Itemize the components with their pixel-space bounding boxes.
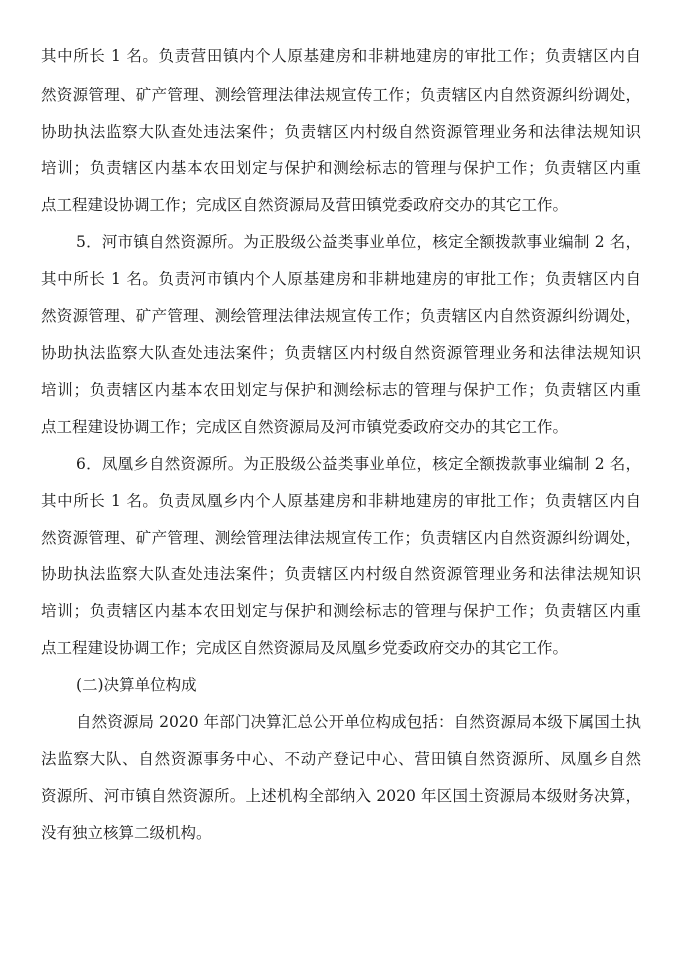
text-line: 没有独立核算二级机构。 (41, 824, 212, 842)
text-line: 培训；负责辖区内基本农田划定与保护和测绘标志的管理与保护工作；负责辖区内重 (41, 159, 641, 177)
text-line: 培训；负责辖区内基本农田划定与保护和测绘标志的管理与保护工作；负责辖区内重 (41, 381, 641, 399)
text-line: 其中所长 1 名。负责营田镇内个人原基建房和非耕地建房的审批工作；负责辖区内自 (41, 47, 641, 65)
text-line: 其中所长 1 名。负责凤凰乡内个人原基建房和非耕地建房的审批工作；负责辖区内自 (41, 492, 641, 510)
text-line: 资源所、河市镇自然资源所。上述机构全部纳入 2020 年区国土资源局本级财务决算， (41, 787, 641, 805)
text-line: 协助执法监察大队查处违法案件；负责辖区内村级自然资源管理业务和法律法规知识 (41, 344, 641, 362)
text-line: 5．河市镇自然资源所。为正股级公益类事业单位，核定全额拨款事业编制 2 名， (76, 233, 641, 251)
text-line: 协助执法监察大队查处违法案件；负责辖区内村级自然资源管理业务和法律法规知识 (41, 123, 641, 141)
text-line: 协助执法监察大队查处违法案件；负责辖区内村级自然资源管理业务和法律法规知识 (41, 565, 641, 583)
text-line: 然资源管理、矿产管理、测绘管理法律法规宣传工作；负责辖区内自然资源纠纷调处， (41, 529, 641, 547)
text-line: 自然资源局 2020 年部门决算汇总公开单位构成包括：自然资源局本级下属国土执 (76, 713, 641, 731)
text-line: 然资源管理、矿产管理、测绘管理法律法规宣传工作；负责辖区内自然资源纠纷调处， (41, 86, 641, 104)
text-line: 法监察大队、自然资源事务中心、不动产登记中心、营田镇自然资源所、凤凰乡自然 (41, 750, 641, 768)
text-line: 然资源管理、矿产管理、测绘管理法律法规宣传工作；负责辖区内自然资源纠纷调处， (41, 307, 641, 325)
text-line: 点工程建设协调工作；完成区自然资源局及凤凰乡党委政府交办的其它工作。 (41, 639, 569, 657)
section-heading: (二)决算单位构成 (76, 676, 197, 694)
text-line: 其中所长 1 名。负责河市镇内个人原基建房和非耕地建房的审批工作；负责辖区内自 (41, 270, 641, 288)
text-line: 点工程建设协调工作；完成区自然资源局及河市镇党委政府交办的其它工作。 (41, 418, 569, 436)
text-line: 点工程建设协调工作；完成区自然资源局及营田镇党委政府交办的其它工作。 (41, 196, 569, 214)
text-line: 培训；负责辖区内基本农田划定与保护和测绘标志的管理与保护工作；负责辖区内重 (41, 602, 641, 620)
text-line: 6．凤凰乡自然资源所。为正股级公益类事业单位，核定全额拨款事业编制 2 名， (76, 455, 641, 473)
